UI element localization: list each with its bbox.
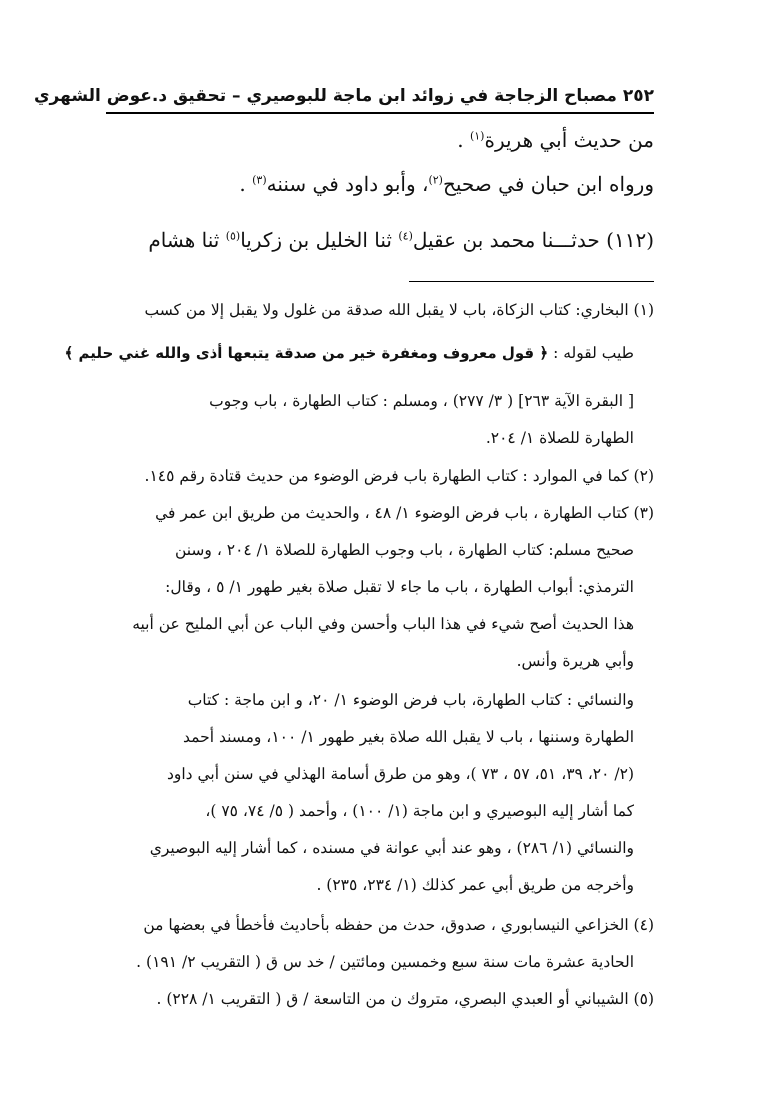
footnote-line: (٢) كما في الموارد : كتاب الطهارة باب فرض الوضوء من حديث قتادة رقم ١٤٥. xyxy=(144,467,654,485)
footnote-line: الطهارة للصلاة ١/ ٢٠٤. xyxy=(485,429,634,447)
body-line-2: ورواه ابن حبان في صحيح$^{(٢)}$، وأبو داود في سننه$^{(٣)}$ . xyxy=(239,172,654,196)
footnote-ref: (٥) xyxy=(225,229,241,243)
footnote-line: [ البقرة الآية ٢٦٣] ( ٣/ ٢٧٧) ، ومسلم : كتاب الطهارة ، باب وجوب xyxy=(209,392,634,410)
footnote-line: (٢/ ٢٠، ٣٩، ٥١، ٥٧ ، ٧٣ )، وهو من طرق أسامة الهذلي في سنن أبي داود xyxy=(166,765,634,783)
footnote-line: صحيح مسلم: كتاب الطهارة ، باب وجوب الطهارة للصلاة ١/ ٢٠٤ ، وسنن xyxy=(174,541,634,559)
footnote-line: (٣) كتاب الطهارة ، باب فرض الوضوء ١/ ٤٨ ، والحديث من طريق ابن عمر في xyxy=(155,504,654,522)
running-header xyxy=(33,82,654,110)
footnote-separator xyxy=(409,281,654,282)
footnote-line: وأبي هريرة وأنس. xyxy=(516,652,634,670)
footnote-line: كما أشار إليه البوصيري و ابن ماجة (١/ ١٠٠) ، وأحمد ( ٥/ ٧٤، ٧٥ )، xyxy=(205,802,634,820)
body-line-1: من حديث أبي هريرة$^{(١)}$ . xyxy=(457,128,654,152)
footnote-line: الترمذي: أبواب الطهارة ، باب ما جاء لا تقبل صلاة بغير طهور ١/ ٥ ، وقال: xyxy=(165,578,634,596)
footnote-line: وأخرجه من طريق أبي عمر كذلك (١/ ٢٣٤، ٢٣٥) . xyxy=(316,876,634,894)
footnote-ref: (٤) xyxy=(398,229,413,243)
page-number: ٢٥٢ xyxy=(622,86,654,106)
footnote-line: (٥) الشيباني أو العبدي البصري، متروك ن من التاسعة / ق ( التقريب ١/ ٢٢٨) . xyxy=(156,990,654,1008)
footnote-line: هذا الحديث أصح شيء في هذا الباب وأحسن وفي الباب عن أبي المليح عن أبيه xyxy=(132,615,634,633)
header-rule xyxy=(106,112,654,114)
body-line-3: (١١٢) حدثـــنا محمد بن عقيل$^{(٤)}$ ثنا الخليل بن زكريا$^{(٥)}$ ثنا هشام xyxy=(148,228,654,252)
footnote-line: والنسائي : كتاب الطهارة، باب فرض الوضوء ١/ ٢٠، و ابن ماجة : كتاب xyxy=(187,691,634,709)
footnote-ref: (٣) xyxy=(252,173,267,187)
footnote-line: (١) البخاري: كتاب الزكاة، باب لا يقبل الله صدقة من غلول ولا يقبل إلا من كسب xyxy=(144,301,654,319)
footnote-line: (٤) الخزاعي النيسابوري ، صدوق، حدث من حفظه بأحاديث فأخطأ في بعضها من xyxy=(143,916,654,934)
book-title: مصباح الزجاجة في زوائد ابن ماجة للبوصيري – تحقيق د.عوض الشهري xyxy=(33,86,617,106)
footnote-line: والنسائي (١/ ٢٨٦) ، وهو عند أبي عوانة في مسنده ، كما أشار إليه البوصيري xyxy=(149,839,634,857)
footnote-line: الطهارة وسننها ، باب لا يقبل الله صلاة بغير طهور ١/ ١٠٠، ومسند أحمد xyxy=(183,728,634,746)
quran-verse: ﴿ قول معروف ومغفرة خير من صدقة يتبعها أذى والله غني حليم ﴾ xyxy=(64,344,549,362)
footnote-ref: (١) xyxy=(469,129,485,143)
footnote-line: الحادية عشرة مات سنة سبع وخمسين ومائتين / خد س ق ( التقريب ٢/ ١٩١) . xyxy=(136,953,634,971)
footnote-ref: (٢) xyxy=(428,173,443,187)
footnote-line: طيب لقوله : ﴿ قول معروف ومغفرة خير من صدقة يتبعها أذى والله غني حليم ﴾ xyxy=(64,344,634,362)
